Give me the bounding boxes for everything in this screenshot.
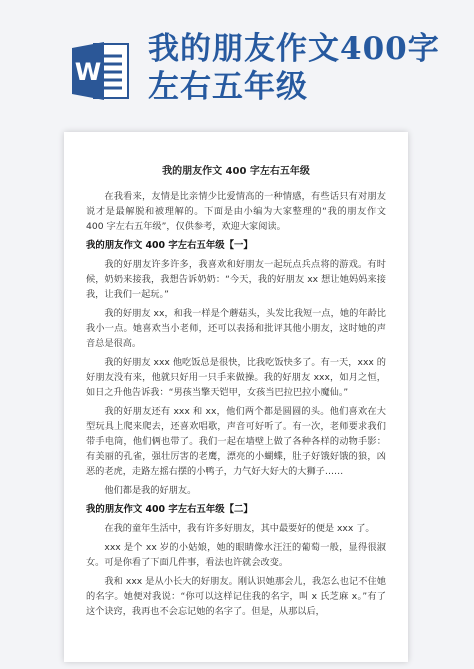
section-heading-2: 我的朋友作文 400 字左右五年级【二】: [86, 504, 253, 515]
paragraph: 我的好朋友还有 xxx 和 xx，他们两个都是圆圆的头。他们喜欢在大型玩具上爬来爬去，还喜欢唱歌，声音可好听了。有一次，老师要求我们带手电筒，他们俩也带了。我们一起在墙壁上做了各种各样的动物手影：有美丽的孔雀，强壮厉害的老鹰，漂亮的小蝴蝶，肚子好饿好饿的狼，凶恶的老虎，走路左摇右摆的小鸭子，力气好大好大的大狮子……: [86, 406, 386, 477]
paragraph: 在我的童年生活中，我有许多好朋友，其中最要好的便是 xxx 了。: [104, 523, 375, 534]
document-page: [64, 132, 408, 662]
section-heading-1: 我的朋友作文 400 字左右五年级【一】: [86, 240, 253, 251]
paragraph: 我的好朋友许多许多，我喜欢和好朋友一起玩点兵点将的游戏。有时候，奶奶来接我，我想告诉奶奶：“今天，我的好朋友 xx 想让她妈妈来接我，让我们一起玩。”: [86, 259, 386, 300]
intro-paragraph: 在我看来，友情是比亲情少比爱情高的一种情感，有些话只有对朋友说才是最解脱和被理解的。下面是由小编为大家整理的“我的朋友作文 400 字左右五年级”，仅供参考，欢迎大家阅读。: [86, 191, 386, 232]
banner: [0, 0, 474, 120]
paragraph: 他们都是我的好朋友。: [104, 485, 197, 496]
banner-title: 我的朋友作文400字左右五年级: [148, 31, 440, 105]
word-document-icon: [72, 40, 130, 102]
paragraph: xxx 是个 xx 岁的小姑娘，她的眼睛像水汪汪的葡萄一般，显得很淑女。可是你看了下面几件事，看法也许就会改变。: [86, 542, 386, 568]
paragraph: 我的好朋友 xxx 他吃饭总是很快，比我吃饭快多了。有一天，xxx 的好朋友没有来，他就只好用一只手来做操。我的好朋友 xxx，如月之恒，如日之升他告诉我：“男孩当擎天铠甲，女孩当巴拉巴拉小魔仙。”: [86, 357, 386, 398]
paragraph: 我的好朋友 xx，和我一样是个蘑菇头，头发比我短一点，她的年龄比我小一点。她喜欢当小老师，还可以表扬和批评其他小朋友，这时她的声音总是很高。: [86, 308, 386, 349]
article-title: 我的朋友作文 400 字左右五年级: [162, 166, 310, 177]
paragraph: 我和 xxx 是从小长大的好朋友。刚认识她那会儿，我怎么也记不住她的名字。她便对我说：“你可以这样记住我的名字，叫 x 氏芝麻 x。”有了这个诀窍，我再也不会忘记她的名字了。但是，从那以后，: [86, 576, 386, 617]
word-icon-letter: W: [74, 58, 102, 86]
